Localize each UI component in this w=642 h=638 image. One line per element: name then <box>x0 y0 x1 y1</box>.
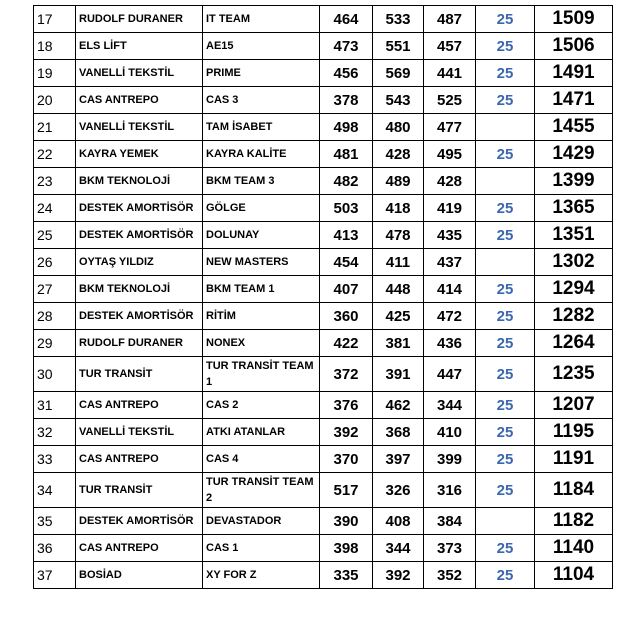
rank-cell: 19 <box>34 60 76 87</box>
table-row <box>34 249 613 276</box>
game3-score-cell: 477 <box>424 114 476 141</box>
company-cell: DESTEK AMORTİSÖR <box>76 222 203 249</box>
bonus-cell: 25 <box>476 562 535 589</box>
team-cell: NONEX <box>203 330 320 357</box>
company-cell: BKM TEKNOLOJİ <box>76 276 203 303</box>
table-row <box>34 6 613 33</box>
total-cell: 1429 <box>535 141 613 168</box>
company-cell: OYTAŞ YILDIZ <box>76 249 203 276</box>
bonus-cell <box>476 168 535 195</box>
game1-score-cell: 378 <box>320 87 373 114</box>
game1-score-cell: 360 <box>320 303 373 330</box>
total-cell: 1182 <box>535 508 613 535</box>
rank-cell: 35 <box>34 508 76 535</box>
rank-cell: 34 <box>34 473 76 508</box>
game2-score-cell: 392 <box>373 562 424 589</box>
game2-score-cell: 397 <box>373 446 424 473</box>
table-row <box>34 419 613 446</box>
game3-score-cell: 525 <box>424 87 476 114</box>
company-cell: VANELLİ TEKSTİL <box>76 419 203 446</box>
rank-cell: 25 <box>34 222 76 249</box>
game2-score-cell: 344 <box>373 535 424 562</box>
table-row <box>34 535 613 562</box>
game2-score-cell: 391 <box>373 357 424 392</box>
company-cell: CAS ANTREPO <box>76 535 203 562</box>
rank-cell: 33 <box>34 446 76 473</box>
game1-score-cell: 407 <box>320 276 373 303</box>
game1-score-cell: 376 <box>320 392 373 419</box>
rank-cell: 22 <box>34 141 76 168</box>
rank-cell: 32 <box>34 419 76 446</box>
company-cell: RUDOLF DURANER <box>76 6 203 33</box>
game2-score-cell: 381 <box>373 330 424 357</box>
team-cell: PRIME <box>203 60 320 87</box>
bonus-cell: 25 <box>476 303 535 330</box>
rank-cell: 29 <box>34 330 76 357</box>
team-cell: RİTİM <box>203 303 320 330</box>
game3-score-cell: 352 <box>424 562 476 589</box>
game2-score-cell: 408 <box>373 508 424 535</box>
company-cell: CAS ANTREPO <box>76 446 203 473</box>
team-cell: XY FOR Z <box>203 562 320 589</box>
table-row <box>34 276 613 303</box>
rank-cell: 18 <box>34 33 76 60</box>
bonus-cell: 25 <box>476 276 535 303</box>
team-cell: GÖLGE <box>203 195 320 222</box>
team-cell: BKM TEAM 3 <box>203 168 320 195</box>
total-cell: 1195 <box>535 419 613 446</box>
company-cell: DESTEK AMORTİSÖR <box>76 195 203 222</box>
bonus-cell: 25 <box>476 60 535 87</box>
total-cell: 1399 <box>535 168 613 195</box>
game3-score-cell: 428 <box>424 168 476 195</box>
total-cell: 1191 <box>535 446 613 473</box>
game3-score-cell: 472 <box>424 303 476 330</box>
game3-score-cell: 447 <box>424 357 476 392</box>
bonus-cell: 25 <box>476 222 535 249</box>
company-cell: CAS ANTREPO <box>76 87 203 114</box>
standings-table <box>33 5 613 589</box>
team-cell: TUR TRANSİT TEAM 2 <box>203 473 320 508</box>
total-cell: 1351 <box>535 222 613 249</box>
total-cell: 1365 <box>535 195 613 222</box>
game3-score-cell: 399 <box>424 446 476 473</box>
game1-score-cell: 370 <box>320 446 373 473</box>
game1-score-cell: 392 <box>320 419 373 446</box>
bonus-cell: 25 <box>476 419 535 446</box>
bonus-cell: 25 <box>476 473 535 508</box>
team-cell: IT TEAM <box>203 6 320 33</box>
game3-score-cell: 373 <box>424 535 476 562</box>
company-cell: DESTEK AMORTİSÖR <box>76 508 203 535</box>
game2-score-cell: 425 <box>373 303 424 330</box>
rank-cell: 36 <box>34 535 76 562</box>
bonus-cell <box>476 114 535 141</box>
table-row <box>34 392 613 419</box>
game2-score-cell: 428 <box>373 141 424 168</box>
rank-cell: 21 <box>34 114 76 141</box>
game3-score-cell: 487 <box>424 6 476 33</box>
game1-score-cell: 464 <box>320 6 373 33</box>
game3-score-cell: 410 <box>424 419 476 446</box>
game3-score-cell: 384 <box>424 508 476 535</box>
table-row <box>34 195 613 222</box>
game1-score-cell: 481 <box>320 141 373 168</box>
team-cell: CAS 4 <box>203 446 320 473</box>
company-cell: BOSİAD <box>76 562 203 589</box>
rank-cell: 37 <box>34 562 76 589</box>
game1-score-cell: 517 <box>320 473 373 508</box>
bonus-cell: 25 <box>476 33 535 60</box>
game2-score-cell: 478 <box>373 222 424 249</box>
game1-score-cell: 413 <box>320 222 373 249</box>
team-cell: TUR TRANSİT TEAM 1 <box>203 357 320 392</box>
total-cell: 1207 <box>535 392 613 419</box>
game2-score-cell: 480 <box>373 114 424 141</box>
game1-score-cell: 454 <box>320 249 373 276</box>
game1-score-cell: 398 <box>320 535 373 562</box>
game2-score-cell: 326 <box>373 473 424 508</box>
team-cell: CAS 2 <box>203 392 320 419</box>
game1-score-cell: 390 <box>320 508 373 535</box>
game3-score-cell: 414 <box>424 276 476 303</box>
total-cell: 1491 <box>535 60 613 87</box>
table-row <box>34 141 613 168</box>
table-row <box>34 446 613 473</box>
rank-cell: 24 <box>34 195 76 222</box>
team-cell: CAS 1 <box>203 535 320 562</box>
table-row <box>34 508 613 535</box>
game2-score-cell: 569 <box>373 60 424 87</box>
company-cell: DESTEK AMORTİSÖR <box>76 303 203 330</box>
game2-score-cell: 368 <box>373 419 424 446</box>
bonus-cell: 25 <box>476 141 535 168</box>
game2-score-cell: 543 <box>373 87 424 114</box>
company-cell: VANELLİ TEKSTİL <box>76 60 203 87</box>
table-row <box>34 168 613 195</box>
company-cell: CAS ANTREPO <box>76 392 203 419</box>
game3-score-cell: 316 <box>424 473 476 508</box>
total-cell: 1455 <box>535 114 613 141</box>
company-cell: TUR TRANSİT <box>76 473 203 508</box>
game1-score-cell: 473 <box>320 33 373 60</box>
bonus-cell <box>476 249 535 276</box>
total-cell: 1264 <box>535 330 613 357</box>
team-cell: KAYRA KALİTE <box>203 141 320 168</box>
total-cell: 1235 <box>535 357 613 392</box>
game2-score-cell: 533 <box>373 6 424 33</box>
game2-score-cell: 418 <box>373 195 424 222</box>
bonus-cell: 25 <box>476 87 535 114</box>
game3-score-cell: 437 <box>424 249 476 276</box>
table-row <box>34 114 613 141</box>
game3-score-cell: 435 <box>424 222 476 249</box>
total-cell: 1184 <box>535 473 613 508</box>
team-cell: CAS 3 <box>203 87 320 114</box>
game1-score-cell: 422 <box>320 330 373 357</box>
table-row <box>34 562 613 589</box>
rank-cell: 17 <box>34 6 76 33</box>
game3-score-cell: 441 <box>424 60 476 87</box>
team-cell: DEVASTADOR <box>203 508 320 535</box>
table-row <box>34 303 613 330</box>
total-cell: 1302 <box>535 249 613 276</box>
game1-score-cell: 503 <box>320 195 373 222</box>
game1-score-cell: 456 <box>320 60 373 87</box>
bonus-cell: 25 <box>476 6 535 33</box>
table-row <box>34 33 613 60</box>
rank-cell: 23 <box>34 168 76 195</box>
company-cell: BKM TEKNOLOJİ <box>76 168 203 195</box>
total-cell: 1140 <box>535 535 613 562</box>
team-cell: TAM İSABET <box>203 114 320 141</box>
bonus-cell: 25 <box>476 535 535 562</box>
company-cell: VANELLİ TEKSTİL <box>76 114 203 141</box>
game3-score-cell: 457 <box>424 33 476 60</box>
standings-body <box>34 6 613 589</box>
total-cell: 1294 <box>535 276 613 303</box>
table-row <box>34 473 613 508</box>
bonus-cell: 25 <box>476 392 535 419</box>
rank-cell: 27 <box>34 276 76 303</box>
total-cell: 1509 <box>535 6 613 33</box>
game1-score-cell: 335 <box>320 562 373 589</box>
table-row <box>34 87 613 114</box>
total-cell: 1282 <box>535 303 613 330</box>
rank-cell: 30 <box>34 357 76 392</box>
game1-score-cell: 372 <box>320 357 373 392</box>
team-cell: BKM TEAM 1 <box>203 276 320 303</box>
table-row <box>34 357 613 392</box>
rank-cell: 31 <box>34 392 76 419</box>
rank-cell: 20 <box>34 87 76 114</box>
game3-score-cell: 344 <box>424 392 476 419</box>
game3-score-cell: 495 <box>424 141 476 168</box>
bonus-cell: 25 <box>476 330 535 357</box>
bonus-cell: 25 <box>476 195 535 222</box>
game1-score-cell: 498 <box>320 114 373 141</box>
game2-score-cell: 411 <box>373 249 424 276</box>
total-cell: 1506 <box>535 33 613 60</box>
game2-score-cell: 551 <box>373 33 424 60</box>
company-cell: TUR TRANSİT <box>76 357 203 392</box>
rank-cell: 28 <box>34 303 76 330</box>
team-cell: AE15 <box>203 33 320 60</box>
team-cell: NEW MASTERS <box>203 249 320 276</box>
bonus-cell: 25 <box>476 446 535 473</box>
game3-score-cell: 436 <box>424 330 476 357</box>
table-row <box>34 330 613 357</box>
total-cell: 1104 <box>535 562 613 589</box>
table-row <box>34 222 613 249</box>
company-cell: ELS LİFT <box>76 33 203 60</box>
game2-score-cell: 462 <box>373 392 424 419</box>
game3-score-cell: 419 <box>424 195 476 222</box>
company-cell: RUDOLF DURANER <box>76 330 203 357</box>
table-row <box>34 60 613 87</box>
rank-cell: 26 <box>34 249 76 276</box>
team-cell: ATKI ATANLAR <box>203 419 320 446</box>
team-cell: DOLUNAY <box>203 222 320 249</box>
total-cell: 1471 <box>535 87 613 114</box>
bonus-cell: 25 <box>476 357 535 392</box>
game1-score-cell: 482 <box>320 168 373 195</box>
company-cell: KAYRA YEMEK <box>76 141 203 168</box>
game2-score-cell: 489 <box>373 168 424 195</box>
bonus-cell <box>476 508 535 535</box>
game2-score-cell: 448 <box>373 276 424 303</box>
